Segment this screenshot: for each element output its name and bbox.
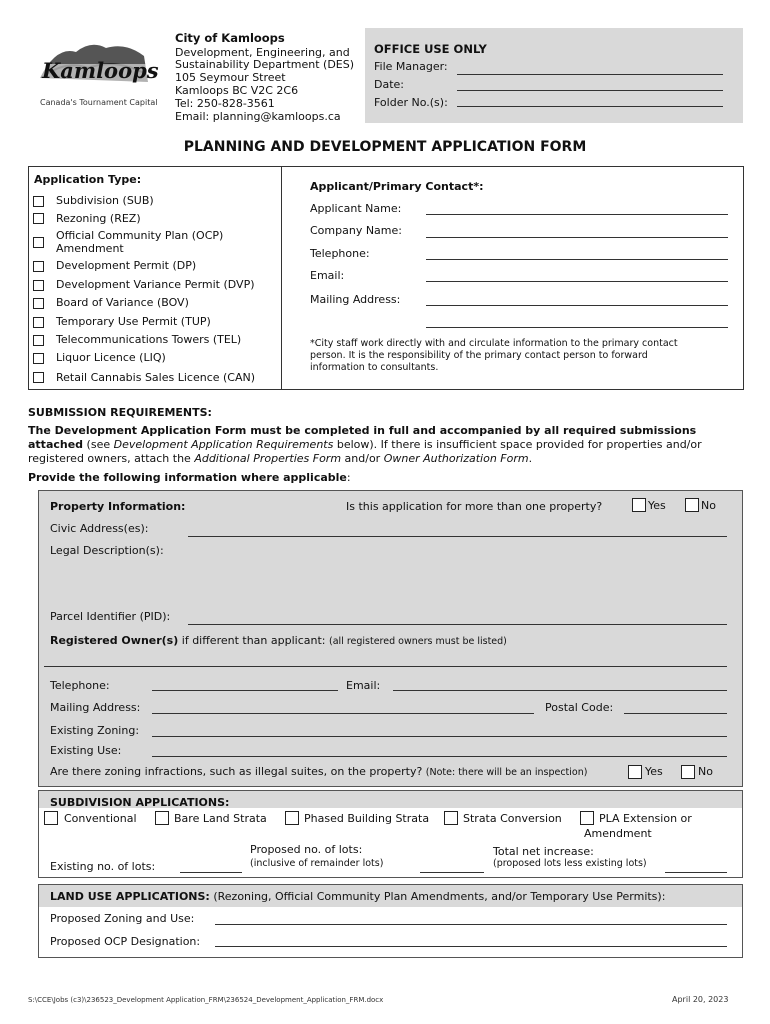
civic-address-field[interactable]: [188, 536, 727, 537]
checkbox-rezoning[interactable]: [33, 213, 44, 224]
infractions-yes-label: Yes: [645, 765, 663, 778]
applicant-note-3: information to consultants.: [310, 362, 439, 373]
submission-title: SUBMISSION REQUIREMENTS:: [28, 406, 212, 419]
bare-land-strata-checkbox[interactable]: [155, 811, 169, 825]
owner-authorization-text: Owner Authorization Form: [383, 452, 529, 465]
form-title: PLANNING AND DEVELOPMENT APPLICATION FORM: [183, 139, 587, 155]
submission-line-1: The Development Application Form must be completed in full and accompanied by all required submissions: [28, 424, 697, 437]
multi-property-no-label: No: [701, 499, 716, 512]
land-use-title-line: [50, 890, 665, 903]
postal-code-field[interactable]: [624, 713, 727, 714]
existing-lots-field[interactable]: [180, 872, 242, 873]
checkbox-ocp[interactable]: [33, 237, 44, 248]
total-net-note: (proposed lots less existing lots): [493, 858, 647, 869]
department-line-2: Sustainability Department (DES): [175, 58, 355, 71]
pla-extension-checkbox[interactable]: [580, 811, 594, 825]
proposed-lots-field[interactable]: [420, 872, 484, 873]
proposed-lots-note: (inclusive of remainder lots): [250, 858, 384, 869]
company-name-label: Company Name:: [310, 224, 402, 237]
logo-tagline: Canada's Tournament Capital: [40, 98, 158, 107]
department-line-1: Development, Engineering, and: [175, 46, 350, 59]
attached-text: attached: [28, 438, 84, 451]
owner-telephone-label: Telephone:: [50, 679, 110, 692]
registered-owner-rest: if different than applicant:: [178, 634, 326, 647]
checkbox-dp[interactable]: [33, 261, 44, 272]
checkbox-liq[interactable]: [33, 353, 44, 364]
checkbox-tel[interactable]: [33, 335, 44, 346]
office-use-title: OFFICE USE ONLY: [374, 42, 487, 56]
applicant-telephone-label: Telephone:: [310, 247, 370, 260]
proposed-zoning-field[interactable]: [215, 924, 727, 925]
postal-code-label: Postal Code:: [545, 701, 614, 714]
folder-field[interactable]: [457, 106, 723, 107]
applicant-mailing-label: Mailing Address:: [310, 293, 401, 306]
file-manager-label: File Manager:: [374, 60, 448, 73]
applicant-title: Applicant/Primary Contact*:: [310, 180, 484, 193]
see-text: (see: [83, 438, 114, 451]
date-field[interactable]: [457, 90, 723, 91]
infractions-no-checkbox[interactable]: [681, 765, 695, 779]
legal-description-field[interactable]: [175, 544, 727, 604]
applicant-telephone-field[interactable]: [426, 259, 728, 260]
total-net-label: Total net increase:: [493, 845, 594, 858]
city-name: City of Kamloops: [175, 31, 285, 45]
existing-zoning-label: Existing Zoning:: [50, 724, 140, 737]
applicant-note-2: person. It is the responsibility of the primary contact person to forward: [310, 350, 648, 361]
civic-address-label: Civic Address(es):: [50, 522, 149, 535]
footer-file-path: S:\CCE\Jobs (c3)\236523_Development Application_FRM\236524_Development_Application_FRM.docx: [28, 996, 384, 1004]
label-subdivision: Subdivision (SUB): [56, 194, 154, 207]
insufficient-text: below). If there is insufficient space provided for properties and/or: [333, 438, 702, 451]
infractions-yes-checkbox[interactable]: [628, 765, 642, 779]
checkbox-tup[interactable]: [33, 317, 44, 328]
pid-field[interactable]: [188, 624, 727, 625]
label-bov: Board of Variance (BOV): [56, 296, 189, 309]
owner-telephone-field[interactable]: [152, 690, 338, 691]
proposed-lots-label: Proposed no. of lots:: [250, 843, 363, 856]
email-line: Email: planning@kamloops.ca: [175, 110, 341, 123]
phased-building-strata-checkbox[interactable]: [285, 811, 299, 825]
existing-zoning-field[interactable]: [152, 736, 727, 737]
proposed-ocp-field[interactable]: [215, 946, 727, 947]
andor-text: and/or: [341, 452, 384, 465]
city-postal: Kamloops BC V2C 2C6: [175, 84, 299, 97]
additional-properties-text: Additional Properties Form: [194, 452, 342, 465]
label-tup: Temporary Use Permit (TUP): [56, 315, 211, 328]
label-liq: Liquor Licence (LIQ): [56, 351, 166, 364]
applicant-mailing-field-2[interactable]: [426, 327, 728, 328]
application-type-title: Application Type:: [34, 173, 142, 186]
applicant-mailing-field-1[interactable]: [426, 305, 728, 306]
multi-property-yes-label: Yes: [648, 499, 666, 512]
requirements-link-text: Development Application Requirements: [113, 438, 334, 451]
property-title: Property Information:: [50, 500, 186, 513]
footer-date: April 20, 2023: [672, 995, 729, 1004]
existing-lots-label: Existing no. of lots:: [50, 860, 156, 873]
checkbox-can[interactable]: [33, 372, 44, 383]
label-dp: Development Permit (DP): [56, 259, 197, 272]
multi-property-no-checkbox[interactable]: [685, 498, 699, 512]
label-can: Retail Cannabis Sales Licence (CAN): [56, 371, 256, 384]
existing-use-label: Existing Use:: [50, 744, 122, 757]
total-net-field[interactable]: [665, 872, 727, 873]
owner-mailing-label: Mailing Address:: [50, 701, 141, 714]
pla-amendment-label: Amendment: [584, 827, 652, 840]
registered-owners-text: registered owners, attach the: [28, 452, 195, 465]
label-rezoning: Rezoning (REZ): [56, 212, 141, 225]
office-use-box: [365, 28, 743, 123]
land-use-subtitle: (Rezoning, Official Community Plan Amendments, and/or Temporary Use Permits):: [209, 890, 666, 903]
subdivision-title: SUBDIVISION APPLICATIONS:: [50, 796, 230, 809]
proposed-zoning-label: Proposed Zoning and Use:: [50, 912, 195, 925]
company-name-field[interactable]: [426, 237, 728, 238]
logo-wordmark: Kamloops: [42, 58, 159, 83]
checkbox-subdivision[interactable]: [33, 196, 44, 207]
phased-building-strata-label: Phased Building Strata: [304, 812, 430, 825]
date-label: Date:: [374, 78, 404, 91]
applicant-name-label: Applicant Name:: [310, 202, 402, 215]
street-address: 105 Seymour Street: [175, 71, 286, 84]
label-tel: Telecommunications Towers (TEL): [56, 333, 242, 346]
conventional-checkbox[interactable]: [44, 811, 58, 825]
pid-label: Parcel Identifier (PID):: [50, 610, 171, 623]
legal-description-label: Legal Description(s):: [50, 544, 164, 557]
checkbox-bov[interactable]: [33, 298, 44, 309]
bare-land-strata-label: Bare Land Strata: [174, 812, 267, 825]
period-text: .: [528, 452, 533, 465]
label-dvp: Development Variance Permit (DVP): [56, 278, 255, 291]
conventional-label: Conventional: [64, 812, 137, 825]
owner-email-label: Email:: [346, 679, 381, 692]
strata-conversion-label: Strata Conversion: [463, 812, 562, 825]
land-use-title: LAND USE APPLICATIONS:: [50, 890, 210, 903]
submission-line-2: [28, 438, 702, 451]
folder-label: Folder No.(s):: [374, 96, 448, 109]
owner-email-field[interactable]: [393, 690, 727, 691]
owner-mailing-field[interactable]: [152, 713, 534, 714]
infractions-question-line: [50, 765, 587, 778]
applicant-email-field[interactable]: [426, 281, 728, 282]
infractions-note: (Note: there will be an inspection): [425, 767, 588, 778]
infractions-no-label: No: [698, 765, 713, 778]
applicant-name-field[interactable]: [426, 214, 728, 215]
label-ocp: Official Community Plan (OCP): [56, 229, 224, 242]
provide-text: Provide the following information where applicable: [28, 471, 347, 484]
registered-owner-bold: Registered Owner(s): [50, 634, 179, 647]
provide-colon: :: [346, 471, 351, 484]
provide-line: [28, 471, 351, 484]
infractions-question: Are there zoning infractions, such as illegal suites, on the property?: [50, 765, 423, 778]
multi-property-question: Is this application for more than one property?: [346, 500, 603, 513]
applicant-email-label: Email:: [310, 269, 345, 282]
existing-use-field[interactable]: [152, 756, 727, 757]
registered-owner-note: (all registered owners must be listed): [329, 636, 507, 647]
label-ocp-amendment: Amendment: [56, 242, 124, 255]
submission-line-3: [28, 452, 532, 465]
telephone-line: Tel: 250-828-3561: [175, 97, 275, 110]
registered-owner-line: [50, 634, 507, 647]
city-logo: [36, 38, 159, 108]
proposed-ocp-label: Proposed OCP Designation:: [50, 935, 201, 948]
column-divider: [281, 167, 282, 389]
applicant-note-1: *City staff work directly with and circulate information to the primary contact: [310, 338, 678, 349]
strata-conversion-checkbox[interactable]: [444, 811, 458, 825]
file-manager-field[interactable]: [457, 74, 723, 75]
checkbox-dvp[interactable]: [33, 280, 44, 291]
pla-extension-label: PLA Extension or: [599, 812, 692, 825]
multi-property-yes-checkbox[interactable]: [632, 498, 646, 512]
registered-owner-field[interactable]: [44, 666, 727, 667]
